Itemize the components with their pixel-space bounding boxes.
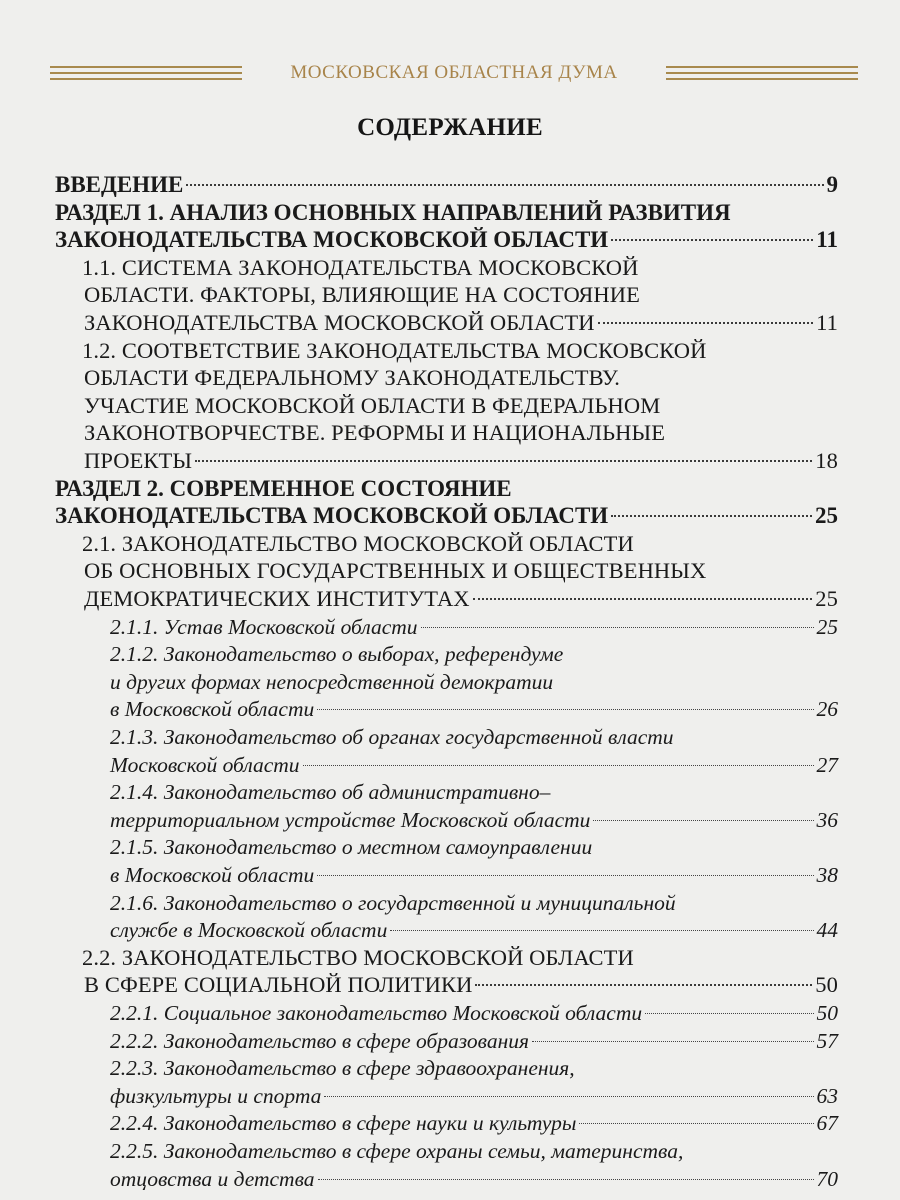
toc-entry-text: 2.2.3. Законодательство в сфере здравоохранения,: [110, 1056, 575, 1081]
toc-entry-text: ЗАКОНОДАТЕЛЬСТВА МОСКОВСКОЙ ОБЛАСТИ: [55, 227, 609, 253]
contents-title: СОДЕРЖАНИЕ: [357, 114, 543, 141]
toc-entry-text: ЗАКОНОДАТЕЛЬСТВА МОСКОВСКОЙ ОБЛАСТИ: [55, 503, 609, 529]
toc-page-number: 27: [816, 752, 838, 777]
toc-entry-text: 2.2.2. Законодательство в сфере образования: [110, 1028, 529, 1053]
toc-dot-leader: [475, 984, 812, 986]
toc-entry-line: [55, 170, 838, 200]
toc-page-number: 50: [815, 972, 838, 998]
toc-entry-line: [110, 832, 592, 862]
toc-entry-line: [110, 1164, 838, 1194]
toc-entry-text: ДЕМОКРАТИЧЕСКИХ ИНСТИТУТАХ: [84, 586, 470, 611]
toc-entry-text: ЗАКОНОТВОРЧЕСТВЕ. РЕФОРМЫ И НАЦИОНАЛЬНЫЕ: [84, 420, 666, 446]
toc-page-number: 25: [815, 503, 838, 529]
toc-dot-leader: [473, 598, 813, 600]
toc-page-number: 25: [816, 614, 838, 639]
toc-entry-line: [82, 253, 638, 283]
toc-entry-text: В СФЕРЕ СОЦИАЛЬНОЙ ПОЛИТИКИ: [84, 972, 473, 998]
toc-dot-leader: [390, 930, 813, 931]
toc-entry-line: [110, 1136, 683, 1166]
toc-page-number: 70: [816, 1166, 838, 1191]
toc-entry-line: [110, 750, 838, 780]
toc-entry-text: физкультуры и спорта: [110, 1083, 322, 1108]
toc-dot-leader: [593, 820, 813, 821]
toc-entry-text: 2.1.5. Законодательство о местном самоуправлении: [110, 835, 593, 860]
toc-dot-leader: [186, 184, 823, 186]
toc-entry-text: и других формах непосредственной демократии: [110, 669, 554, 694]
toc-entry-line: [110, 1081, 838, 1111]
toc-entry-line: [110, 998, 838, 1028]
toc-entry-line: [110, 694, 838, 724]
toc-page-number: 44: [816, 918, 838, 943]
toc-page-number: 63: [816, 1083, 838, 1108]
toc-entry-line: [110, 639, 563, 669]
toc-entry-line: [110, 612, 838, 642]
toc-entry-text: ОБЛАСТИ ФЕДЕРАЛЬНОМУ ЗАКОНОДАТЕЛЬСТВУ.: [84, 365, 620, 391]
toc-dot-leader: [532, 1041, 814, 1042]
toc-dot-leader: [303, 765, 814, 766]
toc-page-number: 11: [816, 310, 838, 335]
toc-page-number: 50: [816, 1001, 838, 1025]
toc-page-number: 67: [816, 1111, 838, 1136]
toc-entry-line: [82, 336, 706, 366]
toc-dot-leader: [598, 322, 814, 324]
toc-entry-line: [110, 777, 550, 807]
toc-entry-text: 1.2. СООТВЕТСТВИЕ ЗАКОНОДАТЕЛЬСТВА МОСКОВСКОЙ: [82, 337, 707, 363]
toc-dot-leader: [324, 1096, 813, 1097]
toc-dot-leader: [611, 239, 813, 241]
toc-entry-text: 2.1.2. Законодательство о выборах, референдуме: [110, 642, 564, 667]
toc-dot-leader: [195, 460, 812, 462]
toc-entry-line: [110, 1026, 838, 1056]
toc-dot-leader: [317, 709, 813, 710]
toc-entry-line: [84, 556, 706, 586]
toc-dot-leader: [317, 875, 813, 876]
toc-entry-text: 2.2.5. Законодательство в сфере охраны семьи, материнства,: [110, 1139, 684, 1163]
toc-entry-line: [84, 391, 660, 421]
toc-dot-leader: [611, 515, 812, 517]
toc-page-number: 57: [816, 1028, 838, 1053]
toc-entry-text: в Московской области: [110, 863, 315, 887]
toc-entry-line: [84, 446, 838, 476]
toc-entry-text: ОБ ОСНОВНЫХ ГОСУДАРСТВЕННЫХ И ОБЩЕСТВЕННЫХ: [84, 558, 707, 584]
toc-entry-line: [84, 363, 620, 393]
toc-entry-line: [110, 860, 838, 890]
toc-entry-line: [110, 667, 553, 697]
toc-entry-line: [82, 943, 634, 973]
toc-entry-text: ВВЕДЕНИЕ: [55, 172, 184, 197]
header-ornament-left: [50, 66, 242, 80]
toc-entry-line: [84, 970, 838, 1000]
toc-page-number: 11: [816, 227, 838, 253]
toc-entry-line: [110, 888, 676, 918]
toc-entry-text: службе в Московской области: [110, 918, 388, 943]
toc-entry-text: РАЗДЕЛ 2. СОВРЕМЕННОЕ СОСТОЯНИЕ: [55, 475, 512, 501]
toc-page-number: 26: [816, 697, 838, 722]
toc-entry-line: [110, 805, 838, 835]
toc-entry-text: 2.1. ЗАКОНОДАТЕЛЬСТВО МОСКОВСКОЙ ОБЛАСТИ: [82, 530, 634, 556]
toc-entry-text: в Московской области: [110, 697, 315, 722]
toc-entry-line: [110, 1053, 575, 1083]
toc-entry-line: [110, 1108, 838, 1138]
toc-entry-line: [55, 198, 731, 228]
header-ornament-right: [666, 66, 858, 80]
toc-entry-text: Московской области: [110, 752, 300, 777]
toc-entry-line: [84, 308, 838, 338]
toc-entry-text: 1.1. СИСТЕМА ЗАКОНОДАТЕЛЬСТВА МОСКОВСКОЙ: [82, 254, 639, 280]
toc-entry-text: 2.2.4. Законодательство в сфере науки и культуры: [110, 1111, 577, 1136]
toc-entry-text: ЗАКОНОДАТЕЛЬСТВА МОСКОВСКОЙ ОБЛАСТИ: [84, 310, 595, 335]
toc-page-number: 9: [826, 172, 838, 197]
toc-entry-text: 2.2.1. Социальное законодательство Московской области: [110, 1001, 643, 1025]
toc-page-number: 38: [816, 863, 838, 887]
toc-entry-line: [82, 529, 634, 559]
toc-entry-line: [55, 225, 838, 255]
toc-entry-line: [84, 280, 640, 310]
toc-dot-leader: [318, 1179, 814, 1180]
toc-dot-leader: [421, 627, 814, 628]
header-title: МОСКОВСКАЯ ОБЛАСТНАЯ ДУМА: [290, 62, 618, 83]
toc-entry-line: [110, 915, 838, 945]
toc-entry-text: ОБЛАСТИ. ФАКТОРЫ, ВЛИЯЮЩИЕ НА СОСТОЯНИЕ: [84, 282, 640, 308]
toc-page-number: 36: [816, 807, 838, 832]
toc-entry-line: [55, 474, 512, 504]
toc-entry-line: [55, 501, 838, 531]
toc-entry-text: 2.1.3. Законодательство об органах государственной власти: [110, 725, 674, 749]
toc-entry-text: 2.1.4. Законодательство об административно–: [110, 780, 551, 805]
toc-entry-text: 2.2. ЗАКОНОДАТЕЛЬСТВО МОСКОВСКОЙ ОБЛАСТИ: [82, 944, 634, 970]
toc-entry-text: отцовства и детства: [110, 1166, 315, 1191]
toc-entry-text: 2.1.1. Устав Московской области: [110, 614, 418, 639]
toc-entry-text: УЧАСТИЕ МОСКОВСКОЙ ОБЛАСТИ В ФЕДЕРАЛЬНОМ: [84, 392, 661, 418]
toc-entry-text: 2.1.6. Законодательство о государственной и муниципальной: [110, 890, 676, 915]
toc-entry-text: ПРОЕКТЫ: [84, 448, 193, 473]
toc-page-number: 25: [815, 586, 838, 611]
toc-page-number: 18: [815, 448, 838, 473]
toc-dot-leader: [645, 1013, 813, 1014]
toc-entry-text: территориальном устройстве Московской области: [110, 807, 591, 832]
running-header: [50, 58, 858, 88]
toc-entry-text: РАЗДЕЛ 1. АНАЛИЗ ОСНОВНЫХ НАПРАВЛЕНИЙ РАЗВИТИЯ: [55, 199, 731, 225]
toc-entry-line: [110, 722, 674, 752]
toc-entry-line: [84, 418, 665, 448]
toc-dot-leader: [579, 1123, 813, 1124]
toc-entry-line: [84, 584, 838, 614]
